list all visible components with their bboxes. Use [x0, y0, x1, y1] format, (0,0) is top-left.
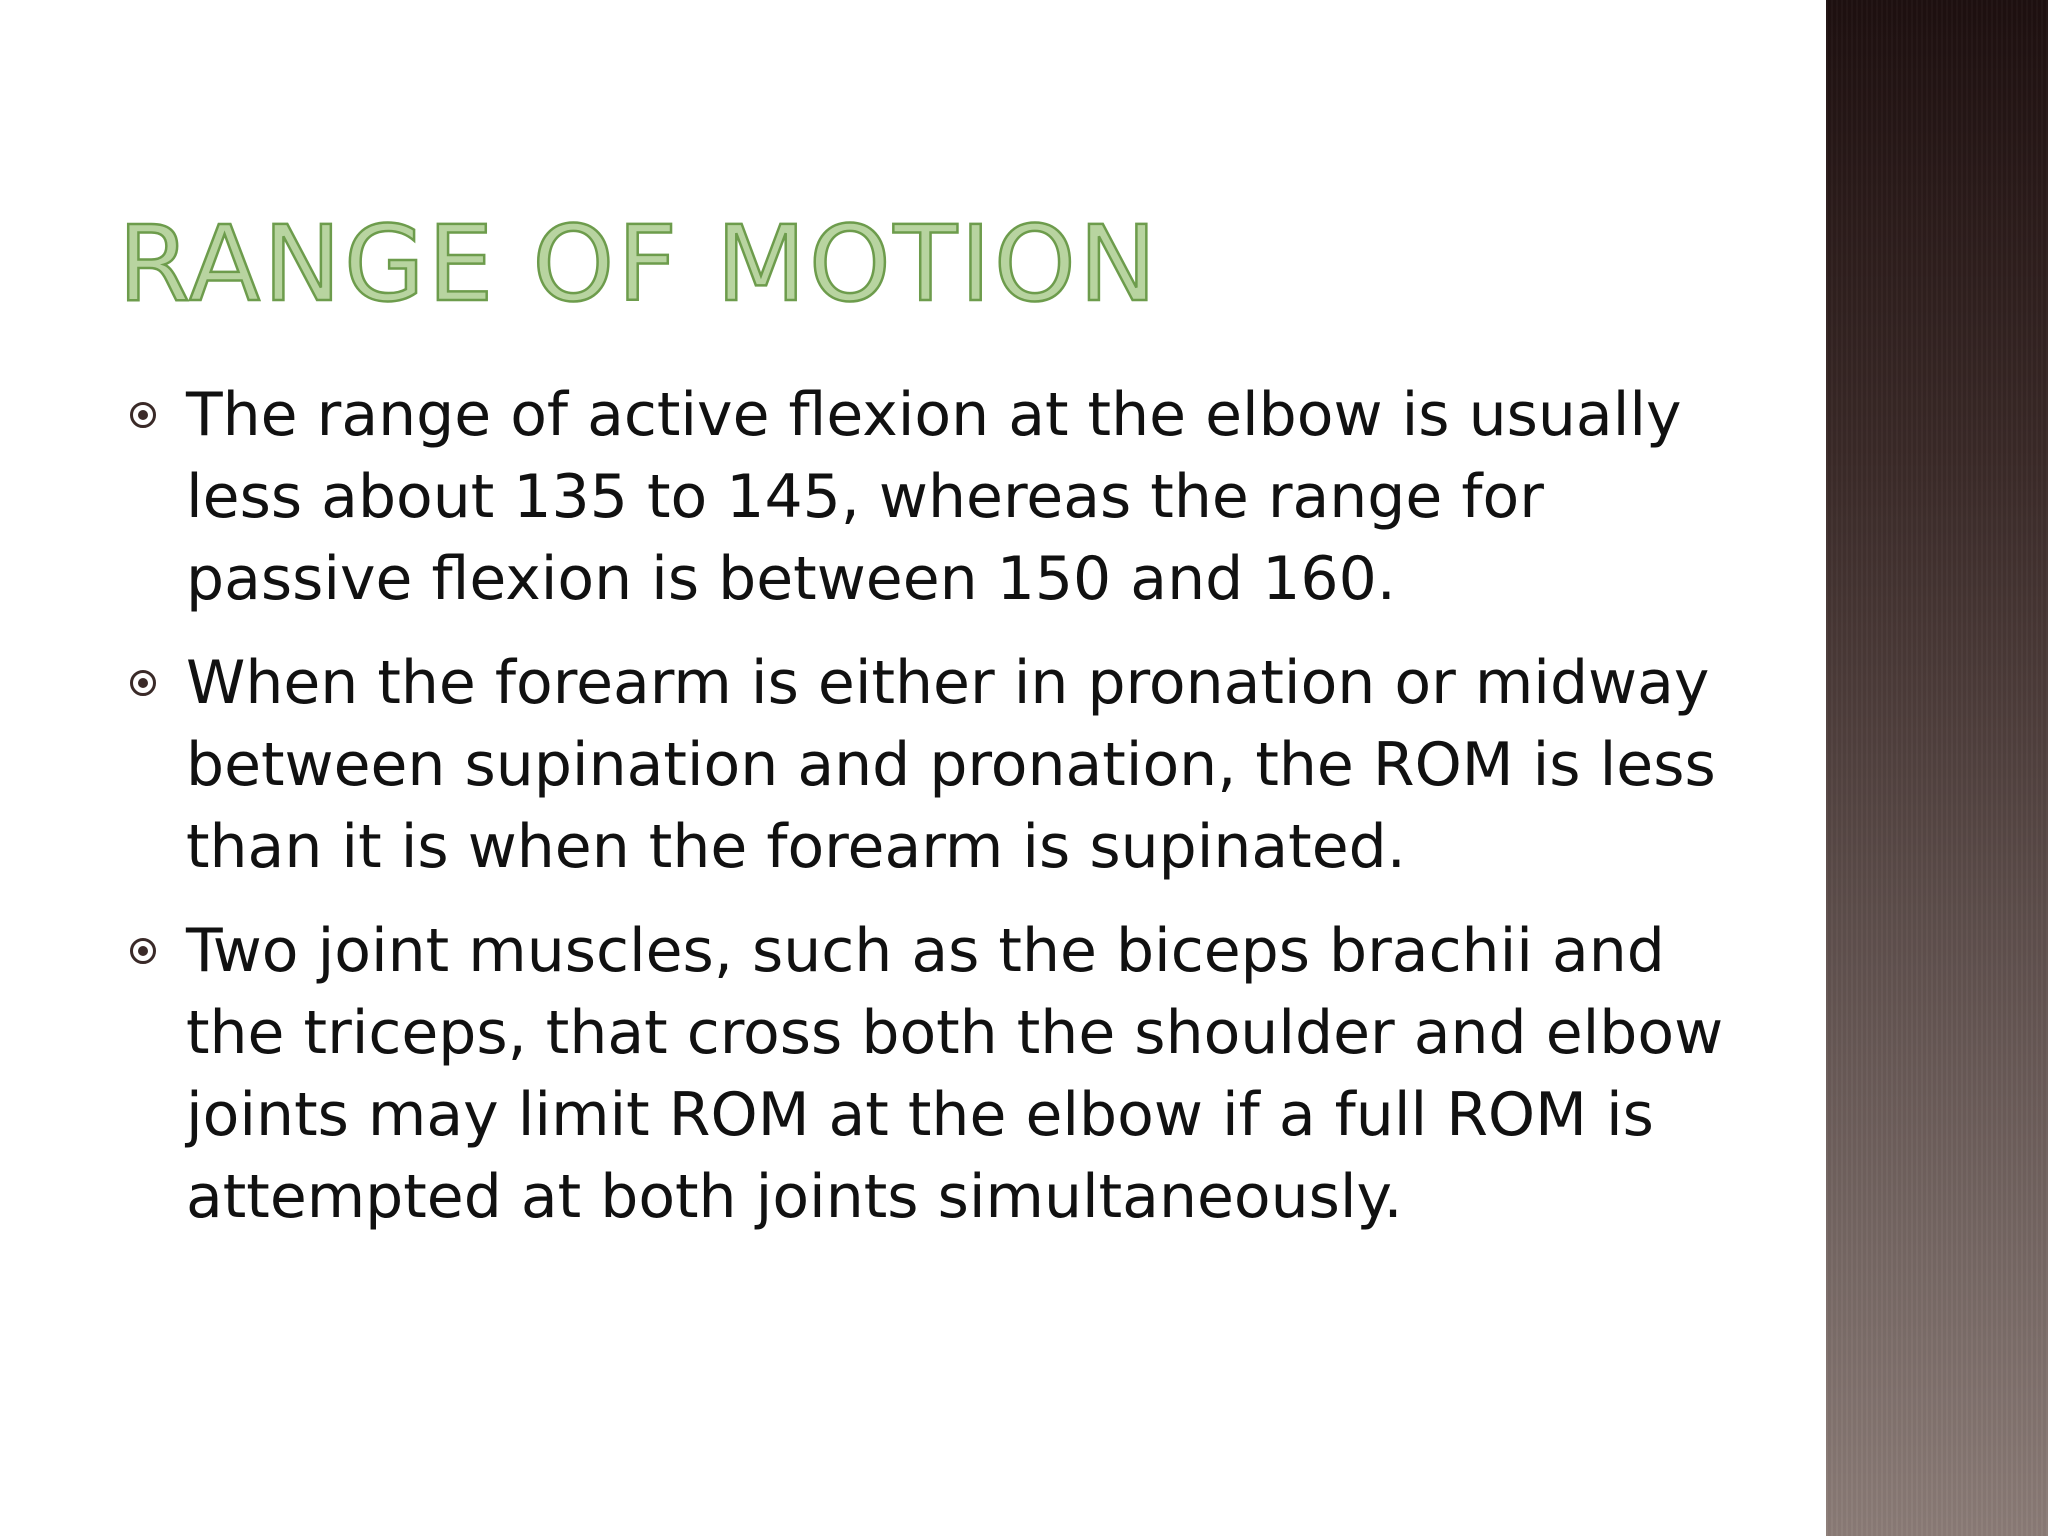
circle-dot-bullet-icon — [130, 938, 156, 964]
circle-dot-bullet-icon — [130, 402, 156, 428]
bullet-text: Two joint muscles, such as the biceps brachii and the triceps, that cross both the shoulder and elbow joints may limit ROM at the elbow if a full ROM is attempted at both joints simultaneously. — [186, 916, 1724, 1232]
bullet-list — [130, 374, 1730, 1260]
decorative-side-panel — [1826, 0, 2048, 1536]
circle-dot-bullet-icon — [130, 670, 156, 696]
bullet-text: The range of active flexion at the elbow is usually less about 135 to 145, whereas the range for passive flexion is between 150 and 160. — [186, 380, 1682, 614]
bullet-item — [130, 374, 1730, 620]
bullet-item — [130, 910, 1730, 1238]
bullet-item — [130, 642, 1730, 888]
bullet-text: When the forearm is either in pronation or midway between supination and pronation, the ROM is less than it is when the forearm is supinated. — [186, 648, 1716, 882]
slide-title: RANGE OF MOTION — [118, 203, 1160, 325]
